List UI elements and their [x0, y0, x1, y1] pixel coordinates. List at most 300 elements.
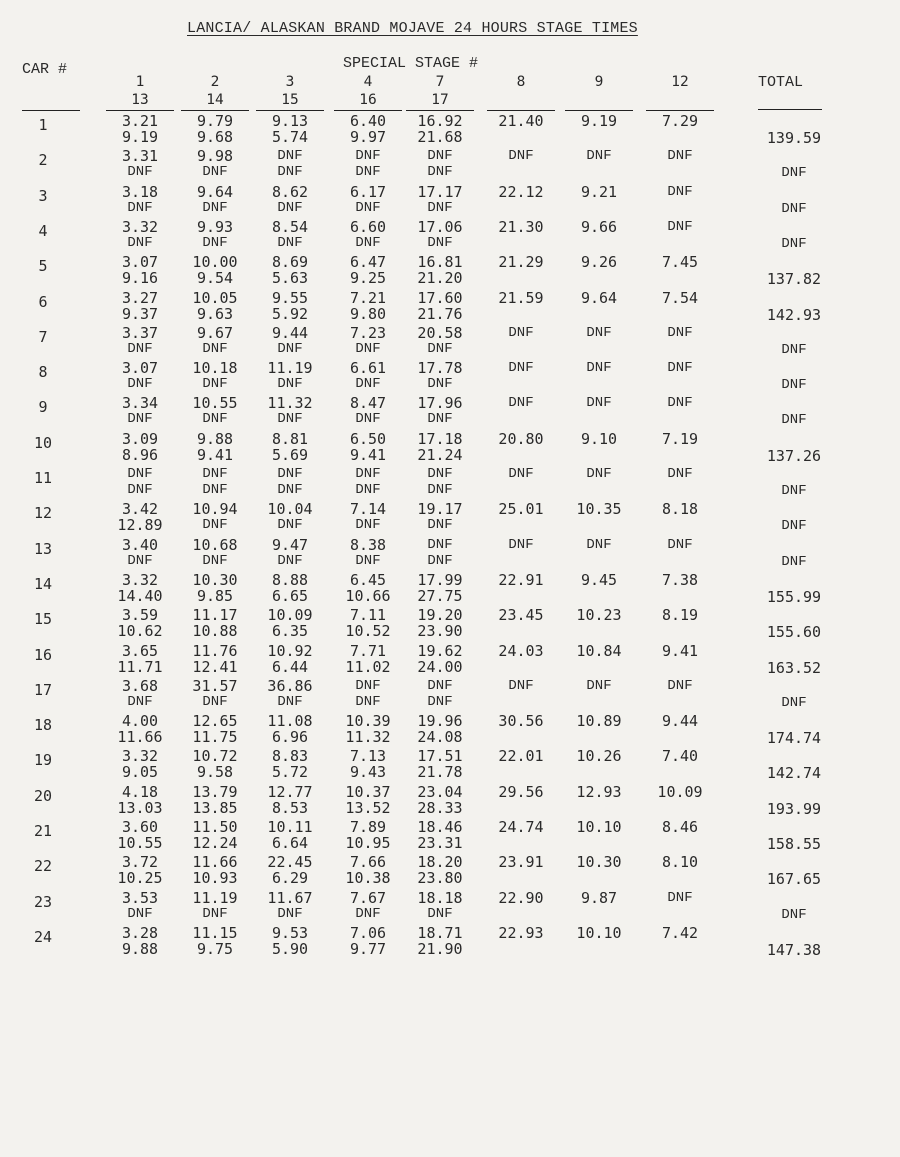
stage-time: DNF: [355, 905, 381, 922]
total-time: 155.99: [766, 587, 822, 606]
stage-time: DNF: [508, 148, 534, 165]
stage-time: 19.96: [417, 712, 463, 731]
stage-time: 10.52: [345, 622, 391, 641]
stage-time: 3.31: [121, 147, 159, 166]
stage-time: 10.05: [192, 288, 238, 307]
stage-time: 8.83: [271, 747, 309, 766]
stage-time: 9.26: [580, 253, 618, 272]
stage-time: 10.66: [345, 586, 391, 605]
stage-time: 9.98: [196, 147, 234, 166]
stage-time: 9.43: [349, 763, 387, 782]
stage-time: 3.65: [121, 641, 159, 660]
stage-time: DNF: [277, 482, 303, 498]
stage-time: 6.17: [349, 182, 387, 201]
stage-time: 21.20: [417, 269, 463, 288]
stage-time: 6.45: [349, 570, 387, 589]
stage-time: DNF: [202, 164, 228, 181]
stage-time: 28.33: [417, 798, 463, 817]
stage-time: DNF: [277, 693, 303, 710]
stage-time: 9.85: [196, 586, 234, 605]
stage-time: 17.17: [417, 182, 463, 201]
stage-time: 3.07: [121, 359, 159, 378]
stage-time: 10.88: [192, 622, 238, 641]
stage-time: 22.91: [498, 570, 544, 589]
stage-time: 9.77: [349, 939, 387, 958]
stage-time: 4.18: [121, 782, 159, 801]
stage-time: 21.40: [498, 112, 544, 130]
stage-header-rule: [646, 110, 714, 111]
stage-time: 7.29: [661, 112, 699, 130]
car-number: 18: [33, 716, 53, 735]
stage-time: DNF: [427, 693, 453, 710]
stage-time: 7.21: [349, 288, 387, 307]
stage-header-rule: [334, 110, 402, 111]
stage-time: 9.45: [580, 570, 618, 589]
stage-time: 10.10: [576, 923, 622, 942]
stage-time: 11.08: [267, 712, 313, 731]
stage-time: DNF: [127, 482, 153, 498]
stage-time: 9.67: [196, 323, 234, 342]
stage-time: 5.74: [271, 128, 309, 146]
stage-header-1: 1: [135, 74, 145, 90]
stage-time: 3.34: [121, 394, 159, 413]
stage-time: 3.60: [121, 818, 159, 836]
stage-time: DNF: [202, 517, 228, 534]
stage-time: 9.87: [580, 888, 618, 907]
stage-time: DNF: [355, 199, 381, 216]
stage-time: DNF: [667, 677, 693, 694]
stage-time: 11.50: [192, 818, 238, 836]
stage-time: DNF: [586, 536, 612, 553]
stage-time: 22.90: [498, 888, 544, 907]
stage-time: DNF: [127, 552, 153, 569]
stage-time: 9.58: [196, 763, 234, 782]
stage-time: DNF: [508, 536, 534, 553]
total-time: 139.59: [766, 129, 822, 147]
total-time: 142.93: [766, 305, 822, 324]
stage-time: 23.80: [417, 869, 463, 888]
total-time: DNF: [781, 518, 807, 535]
car-number: 7: [38, 327, 48, 346]
stage-time: 9.64: [196, 182, 234, 201]
stage-time: DNF: [355, 234, 381, 251]
stage-time: DNF: [427, 482, 453, 498]
stage-time: DNF: [586, 148, 612, 165]
stage-time: 11.71: [117, 657, 163, 676]
stage-time: 10.84: [576, 641, 622, 660]
stage-time: 17.60: [417, 288, 463, 307]
stage-time: 10.25: [117, 869, 163, 888]
stage-time: 11.19: [192, 888, 238, 907]
stage-time: 8.18: [661, 500, 699, 519]
stage-time: DNF: [508, 677, 534, 694]
stage-time: 10.95: [345, 834, 391, 852]
stage-time: 21.59: [498, 288, 544, 307]
stage-time: 10.10: [576, 818, 622, 836]
stage-time: 10.68: [192, 535, 238, 554]
stage-time: DNF: [667, 889, 693, 906]
stage-header-13: 13: [131, 92, 149, 108]
stage-time: 24.00: [417, 657, 463, 676]
stage-time: 25.01: [498, 500, 544, 519]
stage-time: DNF: [427, 164, 453, 181]
stage-time: 18.46: [417, 818, 463, 836]
total-time: 158.55: [766, 835, 822, 853]
stage-time: 3.40: [121, 535, 159, 554]
stage-time: DNF: [202, 199, 228, 216]
stage-header-2: 2: [210, 74, 220, 90]
stage-time: DNF: [202, 466, 228, 482]
stage-time: DNF: [586, 360, 612, 377]
stage-time: 5.90: [271, 939, 309, 958]
stage-time: 10.26: [576, 747, 622, 766]
stage-time: DNF: [202, 340, 228, 357]
stage-time: 7.40: [661, 747, 699, 766]
stage-header-17: 17: [431, 92, 449, 108]
stage-time: 10.09: [267, 606, 313, 625]
stage-time: 10.62: [117, 622, 163, 641]
car-number: 9: [38, 398, 48, 417]
stage-time: 9.88: [196, 429, 234, 448]
stage-time: 8.88: [271, 570, 309, 589]
stage-time: 4.00: [121, 712, 159, 731]
stage-header-16: 16: [359, 92, 377, 108]
stage-time: 10.39: [345, 712, 391, 731]
stage-time: 3.42: [121, 500, 159, 519]
stage-time: 9.75: [196, 939, 234, 958]
stage-time: DNF: [355, 552, 381, 569]
stage-time: 7.23: [349, 323, 387, 342]
stage-time: DNF: [127, 234, 153, 251]
stage-time: DNF: [355, 411, 381, 428]
stage-time: 5.72: [271, 763, 309, 782]
stage-time: 8.54: [271, 217, 309, 236]
car-number: 10: [33, 433, 53, 452]
stage-time: 21.24: [417, 445, 463, 464]
stage-header-7: 7: [435, 74, 445, 90]
stage-time: 9.97: [349, 128, 387, 146]
car-number: 4: [38, 221, 48, 240]
stage-time: 23.04: [417, 782, 463, 801]
stage-time: 8.62: [271, 182, 309, 201]
stage-header-3: 3: [285, 74, 295, 90]
stage-time: 6.50: [349, 429, 387, 448]
stage-time: 22.45: [267, 853, 313, 872]
stage-time: 20.80: [498, 429, 544, 448]
car-number: 22: [33, 857, 53, 876]
stage-time: 17.51: [417, 747, 463, 766]
stage-time: 9.13: [271, 112, 309, 130]
stage-time: DNF: [127, 905, 153, 922]
total-time: 193.99: [766, 799, 822, 818]
stage-time: 9.64: [580, 288, 618, 307]
car-number: 21: [33, 822, 53, 840]
stage-time: 13.85: [192, 798, 238, 817]
stage-time: 23.31: [417, 834, 463, 852]
stage-time: DNF: [667, 536, 693, 553]
car-number: 20: [33, 786, 53, 805]
car-number-header: CAR #: [22, 61, 68, 78]
stage-time: 10.92: [267, 641, 313, 660]
stage-time: 16.81: [417, 253, 463, 272]
stage-time: 3.27: [121, 288, 159, 307]
stage-header-rule: [256, 110, 324, 111]
stage-time: 3.07: [121, 253, 159, 272]
total-time: DNF: [781, 165, 807, 182]
stage-time: 3.32: [121, 747, 159, 766]
stage-time: DNF: [427, 148, 453, 165]
stage-time: 6.44: [271, 657, 309, 676]
stage-time: DNF: [355, 466, 381, 482]
car-number: 23: [33, 892, 53, 911]
stage-time: 7.89: [349, 818, 387, 836]
stage-time: DNF: [277, 199, 303, 216]
total-time: 155.60: [766, 623, 822, 642]
total-time: 163.52: [766, 658, 822, 677]
total-time: DNF: [781, 200, 807, 217]
stage-time: DNF: [127, 376, 153, 393]
stage-time: 36.86: [267, 676, 313, 695]
stage-time: DNF: [427, 905, 453, 922]
stage-time: DNF: [427, 466, 453, 482]
stage-time: 10.11: [267, 818, 313, 836]
car-number: 14: [33, 574, 53, 593]
stage-time: 9.05: [121, 763, 159, 782]
total-time: 137.26: [766, 446, 822, 465]
stage-time: 3.21: [121, 112, 159, 130]
stage-time: DNF: [202, 482, 228, 498]
stage-time: DNF: [355, 376, 381, 393]
stage-time: 17.99: [417, 570, 463, 589]
stage-time: 8.69: [271, 253, 309, 272]
stage-time: 6.47: [349, 253, 387, 272]
stage-time: 8.53: [271, 798, 309, 817]
stage-time: 12.24: [192, 834, 238, 852]
stage-time: 11.66: [117, 728, 163, 747]
stage-time: 6.65: [271, 586, 309, 605]
stage-time: DNF: [127, 164, 153, 181]
stage-time: 10.89: [576, 712, 622, 731]
stage-time: DNF: [202, 905, 228, 922]
total-time: DNF: [781, 235, 807, 252]
stage-time: 9.88: [121, 939, 159, 958]
car-number: 1: [38, 116, 48, 134]
stage-time: DNF: [277, 552, 303, 569]
stage-time: 27.75: [417, 586, 463, 605]
stage-time: 17.18: [417, 429, 463, 448]
stage-time: 11.67: [267, 888, 313, 907]
car-number: 24: [33, 927, 53, 946]
stage-time: 22.12: [498, 182, 544, 201]
stage-time: DNF: [667, 183, 693, 200]
stage-time: 21.29: [498, 253, 544, 272]
stage-time: DNF: [277, 234, 303, 251]
stage-time: DNF: [427, 234, 453, 251]
stage-header-12: 12: [671, 74, 689, 90]
stage-time: DNF: [127, 340, 153, 357]
stage-time: DNF: [127, 199, 153, 216]
stage-time: DNF: [586, 466, 612, 482]
stage-time: 9.25: [349, 269, 387, 288]
stage-time: 9.10: [580, 429, 618, 448]
stage-time: 7.42: [661, 923, 699, 942]
stage-time: DNF: [355, 164, 381, 181]
stage-time: 9.19: [580, 112, 618, 130]
stage-header-rule: [181, 110, 249, 111]
stage-time: 8.47: [349, 394, 387, 413]
stage-time: 3.09: [121, 429, 159, 448]
stage-time: 10.55: [117, 834, 163, 852]
stage-header-rule: [406, 110, 474, 111]
stage-time: 6.40: [349, 112, 387, 130]
total-time: DNF: [781, 341, 807, 358]
stage-time: DNF: [667, 395, 693, 412]
stage-time: 12.89: [117, 516, 163, 535]
stage-time: 3.18: [121, 182, 159, 201]
stage-time: 3.59: [121, 606, 159, 625]
stage-time: 11.02: [345, 657, 391, 676]
stage-time: 10.23: [576, 606, 622, 625]
stage-time: 5.63: [271, 269, 309, 288]
stage-time: 8.10: [661, 853, 699, 872]
stage-time: 11.17: [192, 606, 238, 625]
stage-time: 6.64: [271, 834, 309, 852]
stage-time: DNF: [667, 148, 693, 165]
stage-time: 10.09: [657, 782, 703, 801]
car-number: 19: [33, 751, 53, 770]
stage-time: 7.54: [661, 288, 699, 307]
stage-time: 10.04: [267, 500, 313, 519]
stage-time: 3.32: [121, 217, 159, 236]
stage-time: 3.72: [121, 853, 159, 872]
stage-time: 13.79: [192, 782, 238, 801]
total-time: DNF: [781, 412, 807, 429]
stage-time: 8.81: [271, 429, 309, 448]
stage-time: 9.54: [196, 269, 234, 288]
car-number: 16: [33, 645, 53, 664]
stage-time: 3.68: [121, 676, 159, 695]
stage-header-8: 8: [516, 74, 526, 90]
stage-time: 9.68: [196, 128, 234, 146]
stage-time: 11.66: [192, 853, 238, 872]
car-number: 12: [33, 504, 53, 523]
stage-time: 10.18: [192, 359, 238, 378]
stage-time: 20.58: [417, 323, 463, 342]
stage-time: 3.28: [121, 923, 159, 942]
stage-time: 9.93: [196, 217, 234, 236]
stage-time: DNF: [277, 466, 303, 482]
stage-time: 12.65: [192, 712, 238, 731]
stage-time: DNF: [667, 466, 693, 482]
stage-time: 18.71: [417, 923, 463, 942]
stage-time: 29.56: [498, 782, 544, 801]
stage-time: DNF: [355, 517, 381, 534]
stage-time: 14.40: [117, 586, 163, 605]
stage-time: 9.21: [580, 182, 618, 201]
stage-time: 23.91: [498, 853, 544, 872]
stage-time: 21.68: [417, 128, 463, 146]
total-time: DNF: [781, 483, 807, 499]
stage-time: DNF: [667, 360, 693, 377]
car-number: 13: [33, 539, 53, 558]
stage-time: DNF: [586, 395, 612, 412]
stage-time: DNF: [427, 677, 453, 694]
stage-time: DNF: [508, 395, 534, 412]
stage-time: 9.44: [271, 323, 309, 342]
car-number: 3: [38, 186, 48, 205]
stage-time: 24.08: [417, 728, 463, 747]
stage-time: 24.03: [498, 641, 544, 660]
stage-time: DNF: [427, 376, 453, 393]
stage-time: DNF: [667, 324, 693, 341]
stage-time: 19.17: [417, 500, 463, 519]
stage-time: 11.76: [192, 641, 238, 660]
stage-time: DNF: [277, 164, 303, 181]
total-time: DNF: [781, 906, 807, 923]
stage-time: 16.92: [417, 112, 463, 130]
stage-time: 7.06: [349, 923, 387, 942]
stage-time: 10.55: [192, 394, 238, 413]
stage-time: 11.75: [192, 728, 238, 747]
stage-time: DNF: [277, 340, 303, 357]
stage-time: 10.30: [576, 853, 622, 872]
stage-time: 11.15: [192, 923, 238, 942]
stage-time: 8.38: [349, 535, 387, 554]
stage-time: 10.38: [345, 869, 391, 888]
stage-header-14: 14: [206, 92, 224, 108]
stage-time: DNF: [427, 411, 453, 428]
stage-time: 12.93: [576, 782, 622, 801]
stage-time: 22.01: [498, 747, 544, 766]
stage-time: 9.79: [196, 112, 234, 130]
stage-time: DNF: [508, 466, 534, 482]
stage-time: 10.37: [345, 782, 391, 801]
stage-time: 10.30: [192, 570, 238, 589]
stage-time: 23.90: [417, 622, 463, 641]
stage-time: 13.52: [345, 798, 391, 817]
stage-time: 10.94: [192, 500, 238, 519]
stage-time: 9.44: [661, 712, 699, 731]
stage-time: 9.37: [121, 304, 159, 323]
total-time: 167.65: [766, 870, 822, 889]
stage-time: 9.41: [196, 445, 234, 464]
stage-time: DNF: [355, 340, 381, 357]
car-number: 6: [38, 292, 48, 311]
stage-time: 10.93: [192, 869, 238, 888]
stage-time: 9.66: [580, 217, 618, 236]
stage-time: 7.71: [349, 641, 387, 660]
stage-time: 18.20: [417, 853, 463, 872]
car-number: 15: [33, 610, 53, 629]
stage-header-rule: [106, 110, 174, 111]
stage-time: DNF: [202, 376, 228, 393]
total-time: 147.38: [766, 940, 822, 959]
stage-time: DNF: [202, 693, 228, 710]
stage-time: 9.16: [121, 269, 159, 288]
stage-time: 21.76: [417, 304, 463, 323]
stage-time: DNF: [277, 517, 303, 534]
stage-time: 24.74: [498, 818, 544, 836]
stage-time: 7.38: [661, 570, 699, 589]
stage-time: 13.03: [117, 798, 163, 817]
stage-time: 9.47: [271, 535, 309, 554]
stage-time: DNF: [277, 148, 303, 165]
stage-time: 10.72: [192, 747, 238, 766]
stage-time: 7.13: [349, 747, 387, 766]
stage-time: DNF: [355, 693, 381, 710]
stage-time: 5.92: [271, 304, 309, 323]
total-header: TOTAL: [758, 74, 804, 91]
